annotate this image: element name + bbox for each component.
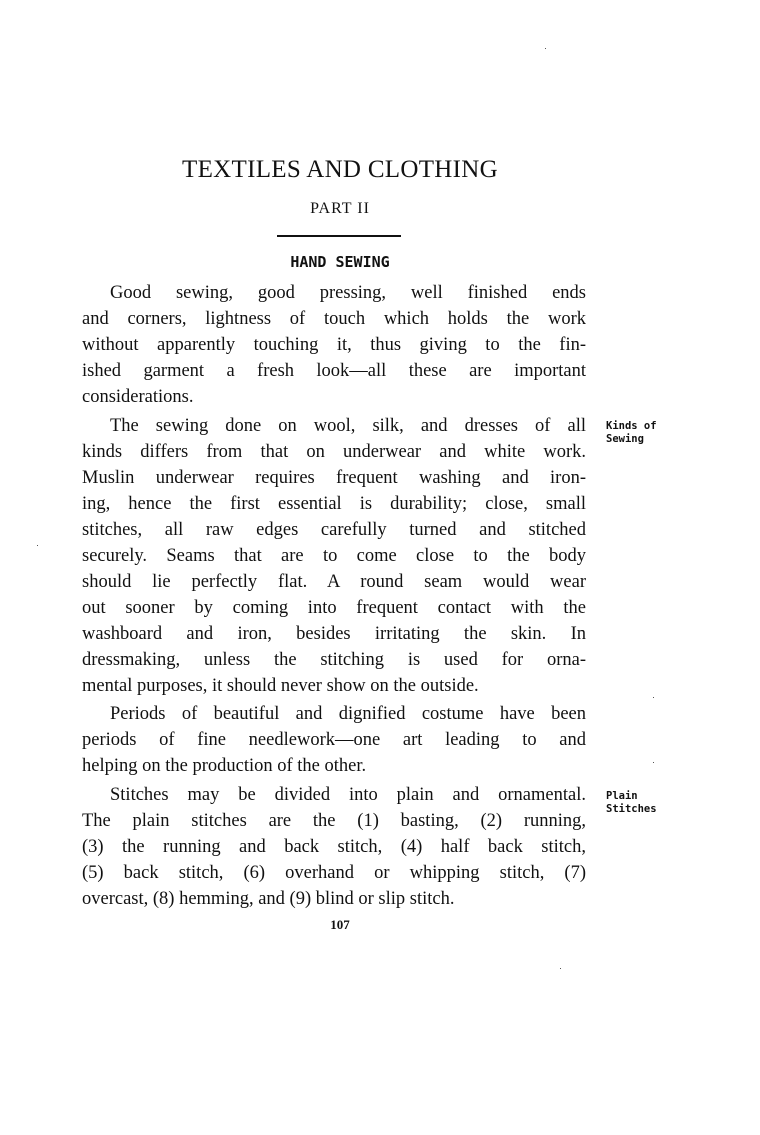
divider-rule	[277, 235, 401, 237]
scan-speck	[653, 697, 654, 698]
paragraph-line: The sewing done on wool, silk, and dresses of all	[110, 416, 586, 436]
paragraph-line: mental purposes, it should never show on the outside.	[82, 676, 479, 696]
margin-note-line: Plain	[606, 790, 638, 802]
paragraph-line: (3) the running and back stitch, (4) half back stitch,	[82, 837, 586, 857]
paragraph-line: securely. Seams that are to come close to the body	[82, 546, 586, 566]
paragraph-line: stitches, all raw edges carefully turned and stitched	[82, 520, 586, 540]
margin-note-plain-stitches	[606, 790, 657, 816]
scan-speck	[545, 48, 546, 49]
paragraph-line: periods of fine needlework—one art leading to and	[82, 730, 586, 750]
section-heading: HAND SEWING	[290, 253, 390, 271]
scan-speck	[653, 762, 654, 763]
scan-speck	[560, 968, 561, 969]
paragraph-line: overcast, (8) hemming, and (9) blind or slip stitch.	[82, 889, 455, 909]
page-number: 107	[330, 917, 350, 932]
paragraph-line: without apparently touching it, thus giving to the fin-	[82, 335, 586, 355]
paragraph-line: (5) back stitch, (6) overhand or whipping stitch, (7)	[82, 863, 586, 883]
paragraph-line: ing, hence the first essential is durability; close, small	[82, 494, 586, 514]
paragraph-line: out sooner by coming into frequent contact with the	[82, 598, 586, 618]
paragraph-line: washboard and iron, besides irritating the skin. In	[82, 624, 586, 644]
margin-note-kinds-of-sewing	[606, 420, 657, 446]
paragraph-line: and corners, lightness of touch which holds the work	[82, 309, 586, 329]
paragraph-line: Muslin underwear requires frequent washing and iron-	[82, 468, 586, 488]
paragraph-line: Good sewing, good pressing, well finished ends	[110, 283, 586, 303]
margin-note-line: Sewing	[606, 433, 644, 445]
paragraph-line: Periods of beautiful and dignified costume have been	[110, 704, 586, 724]
paragraph-line: Stitches may be divided into plain and ornamental.	[110, 785, 586, 805]
paragraph-line: dressmaking, unless the stitching is used for orna-	[82, 650, 586, 670]
part-label: PART II	[310, 200, 370, 217]
paragraph-line: ished garment a fresh look—all these are important	[82, 361, 586, 381]
paragraph-line: helping on the production of the other.	[82, 756, 367, 776]
scan-speck	[37, 545, 38, 546]
paragraph-line: should lie perfectly flat. A round seam would wear	[82, 572, 586, 592]
paragraph-line: considerations.	[82, 387, 194, 407]
paragraph-line: kinds differs from that on underwear and white work.	[82, 442, 586, 462]
margin-note-line: Kinds of	[606, 420, 657, 432]
paragraph-line: The plain stitches are the (1) basting, (2) running,	[82, 811, 586, 831]
margin-note-line: Stitches	[606, 803, 657, 815]
page-title: TEXTILES AND CLOTHING	[182, 156, 498, 183]
